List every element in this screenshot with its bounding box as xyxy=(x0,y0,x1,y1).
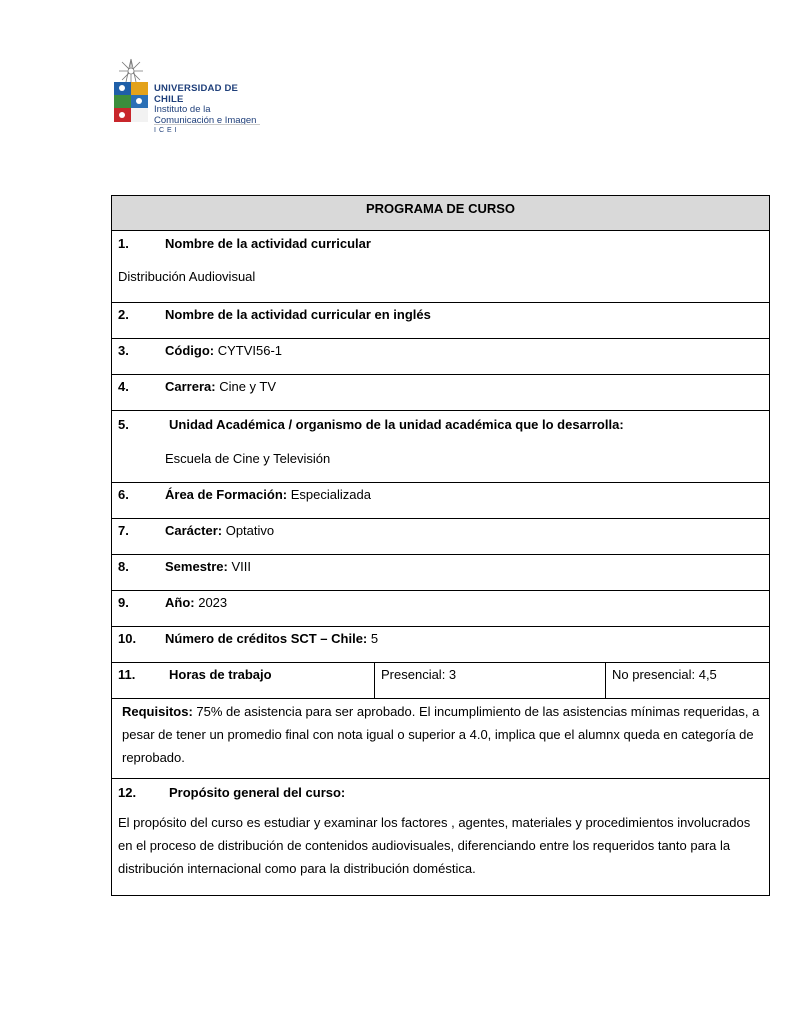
row-label: Área de Formación: xyxy=(165,487,288,502)
row-code xyxy=(112,339,770,375)
row-number: 2. xyxy=(118,307,129,322)
row-credits xyxy=(112,627,770,663)
row-number: 3. xyxy=(118,343,129,358)
row-number: 9. xyxy=(118,595,129,610)
table-header: PROGRAMA DE CURSO xyxy=(112,196,770,231)
row-value: Escuela de Cine y Televisión xyxy=(165,451,331,466)
row-area xyxy=(112,483,770,519)
row-label: Carrera: xyxy=(165,379,216,394)
row-label: Número de créditos SCT – Chile: xyxy=(165,631,368,646)
row-value: Cine y TV xyxy=(215,379,277,394)
university-name: UNIVERSIDAD DE CHILE xyxy=(154,83,239,105)
row-value: El propósito del curso es estudiar y examinar los factores , agentes, materiales y procedimientos involucrados en el proceso de distribución de contenidos audiovisuales, diferenciando entre los requeridos tanto para la distribución internacional como para la distribución doméstica. xyxy=(118,815,751,876)
row-value: Especializada xyxy=(287,487,371,502)
row-value: 2023 xyxy=(194,595,228,610)
row-activity-name xyxy=(112,231,770,303)
row-requirements xyxy=(112,699,770,779)
row-value: CYTVI56-1 xyxy=(214,343,283,358)
no-presencial-hours: No presencial: 4,5 xyxy=(606,663,770,699)
row-value: Optativo xyxy=(222,523,275,538)
row-label: Requisitos: xyxy=(122,704,193,719)
row-number: 10. xyxy=(118,631,137,646)
row-number: 7. xyxy=(118,523,129,538)
row-label: Nombre de la actividad curricular xyxy=(165,236,371,251)
row-value: Distribución Audiovisual xyxy=(118,269,256,284)
row-label: Código: xyxy=(165,343,215,358)
row-number: 8. xyxy=(118,559,129,574)
row-value: 75% de asistencia para ser aprobado. El incumplimiento de las asistencias mínimas requeridas, a pesar de tener un promedio final con nota igual o superior a 4.0, implica que el alumnx queda en categoría de reprobado. xyxy=(122,704,760,765)
row-purpose xyxy=(112,779,770,896)
logo-divider xyxy=(154,124,260,125)
institute-line-2: Comunicación e Imagen xyxy=(154,114,257,126)
row-value: 5 xyxy=(367,631,379,646)
row-career xyxy=(112,375,770,411)
row-work-hours xyxy=(112,663,375,699)
row-label: Nombre de la actividad curricular en inglés xyxy=(165,307,431,322)
institute-line-1: Instituto de la xyxy=(154,104,211,115)
row-number: 12. xyxy=(118,785,137,800)
row-label: Año: xyxy=(165,595,195,610)
row-number: 4. xyxy=(118,379,129,394)
row-label: Horas de trabajo xyxy=(169,667,272,682)
row-semester xyxy=(112,555,770,591)
row-label: Propósito general del curso: xyxy=(169,785,346,800)
row-character xyxy=(112,519,770,555)
row-number: 5. xyxy=(118,417,129,432)
row-activity-name-en xyxy=(112,303,770,339)
row-value: VIII xyxy=(227,559,251,574)
presencial-hours: Presencial: 3 xyxy=(375,663,606,699)
row-label: Carácter: xyxy=(165,523,223,538)
institute-acronym: ICEI xyxy=(154,127,180,134)
row-label: Semestre: xyxy=(165,559,228,574)
course-program-table xyxy=(111,195,770,896)
row-number: 6. xyxy=(118,487,129,502)
row-academic-unit xyxy=(112,411,770,483)
sunburst-icon xyxy=(118,58,144,84)
row-number: 1. xyxy=(118,236,129,251)
university-shield-icon xyxy=(114,82,148,122)
row-label: Unidad Académica / organismo de la unidad académica que lo desarrolla: xyxy=(169,417,624,432)
row-number: 11. xyxy=(118,667,136,682)
university-logo xyxy=(114,58,264,134)
row-year xyxy=(112,591,770,627)
